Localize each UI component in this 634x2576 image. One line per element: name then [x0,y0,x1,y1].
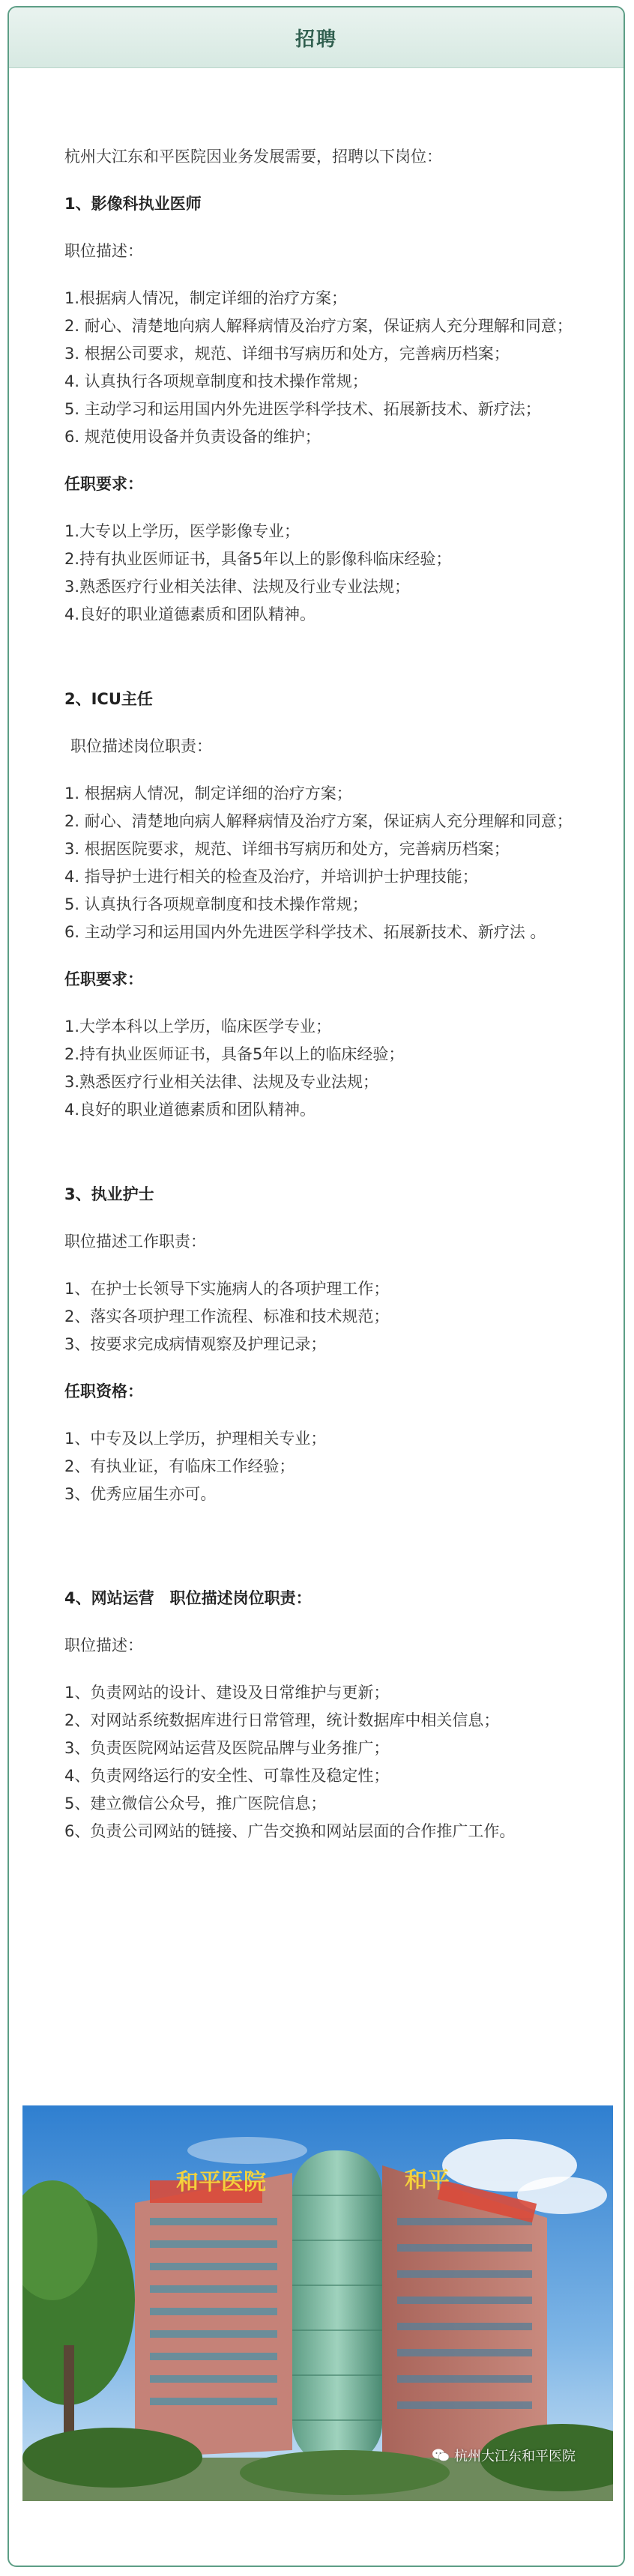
requirement-label: 任职要求： [64,970,143,988]
image-caption [432,2446,576,2465]
position-title: 2、ICU主任 [64,690,153,708]
wechat-icon [432,2448,450,2463]
duty-item: 2、对网站系统数据库进行日常管理，统计数据库中相关信息； [64,1711,500,1729]
hospital-building-image [22,2105,613,2501]
requirement-item: 2、有执业证，有临床工作经验； [64,1457,295,1475]
duty-item: 2. 耐心、清楚地向病人解释病情及治疗方案，保证病人充分理解和同意； [64,317,573,335]
requirement-item: 3、优秀应届生亦可。 [64,1485,217,1503]
requirement-item: 1、中专及以上学历，护理相关专业； [64,1430,327,1448]
duty-item: 4、负责网络运行的安全性、可靠性及稳定性； [64,1767,390,1785]
duty-item: 1、在护士长领导下实施病人的各项护理工作； [64,1280,390,1298]
requirement-item: 2.持有执业医师证书，具备5年以上的影像科临床经验； [64,550,452,568]
article-body [31,67,601,1845]
duty-label: 职位描述岗位职责： [70,737,212,755]
duty-item: 5. 认真执行各项规章制度和技术操作常规； [64,895,368,913]
duty-item: 3. 根据公司要求，规范、详细书写病历和处方，完善病历档案； [64,345,510,363]
intro-text: 杭州大江东和平医院因业务发展需要，招聘以下岗位： [64,148,442,166]
hospital-sign-right: 和平 [405,2168,450,2194]
requirement-item: 3.熟悉医疗行业相关法律、法规及专业法规； [64,1073,379,1091]
hospital-photo [22,2105,613,2501]
position-title: 3、执业护士 [64,1185,154,1203]
hospital-sign-left: 和平医院 [176,2169,266,2195]
requirement-item: 4.良好的职业道德素质和团队精神。 [64,1101,316,1119]
duty-item: 2、落实各项护理工作流程、标准和技术规范； [64,1307,390,1325]
duty-item: 2. 耐心、清楚地向病人解释病情及治疗方案，保证病人充分理解和同意； [64,812,573,830]
caption-text: 杭州大江东和平医院 [454,2449,576,2464]
duty-item: 1.根据病人情况，制定详细的治疗方案； [64,289,348,307]
requirement-label: 任职资格： [64,1382,143,1400]
requirement-item: 3.熟悉医疗行业相关法律、法规及行业专业法规； [64,578,411,596]
duty-item: 4. 认真执行各项规章制度和技术操作常规； [64,372,368,390]
duty-item: 3. 根据医院要求，规范、详细书写病历和处方，完善病历档案； [64,840,510,858]
duty-item: 1. 根据病人情况，制定详细的治疗方案； [64,784,352,802]
requirement-item: 2.持有执业医师证书，具备5年以上的临床经验； [64,1045,405,1063]
position-title: 4、网站运营 职位描述岗位职责： [64,1589,312,1607]
title-bar [9,7,624,68]
duty-label: 职位描述： [64,1636,143,1654]
duty-label: 职位描述： [64,242,143,260]
requirement-item: 1.大学本科以上学历，临床医学专业； [64,1018,332,1035]
duty-item: 6. 规范使用设备并负责设备的维护； [64,428,321,446]
requirement-item: 1.大专以上学历，医学影像专业； [64,522,301,540]
page-title: 招聘 [295,28,337,51]
duty-item: 3、负责医院网站运营及医院品牌与业务推广； [64,1739,390,1757]
duty-item: 6. 主动学习和运用国内外先进医学科学技术、拓展新技术、新疗法 。 [64,923,546,941]
duty-item: 3、按要求完成病情观察及护理记录； [64,1335,327,1353]
position-title: 1、影像科执业医师 [64,195,202,213]
duty-item: 4. 指导护士进行相关的检查及治疗，并培训护士护理技能； [64,868,478,886]
duty-item: 5. 主动学习和运用国内外先进医学科学技术、拓展新技术、新疗法； [64,400,541,418]
duty-item: 1、负责网站的设计、建设及日常维护与更新； [64,1684,390,1702]
duty-item: 5、建立微信公众号，推广医院信息； [64,1795,327,1812]
recruitment-card [7,6,625,2567]
duty-label: 职位描述工作职责： [64,1233,206,1251]
requirement-label: 任职要求： [64,475,143,493]
duty-item: 6、负责公司网站的链接、广告交换和网站层面的合作推广工作。 [64,1822,516,1840]
requirement-item: 4.良好的职业道德素质和团队精神。 [64,605,316,623]
